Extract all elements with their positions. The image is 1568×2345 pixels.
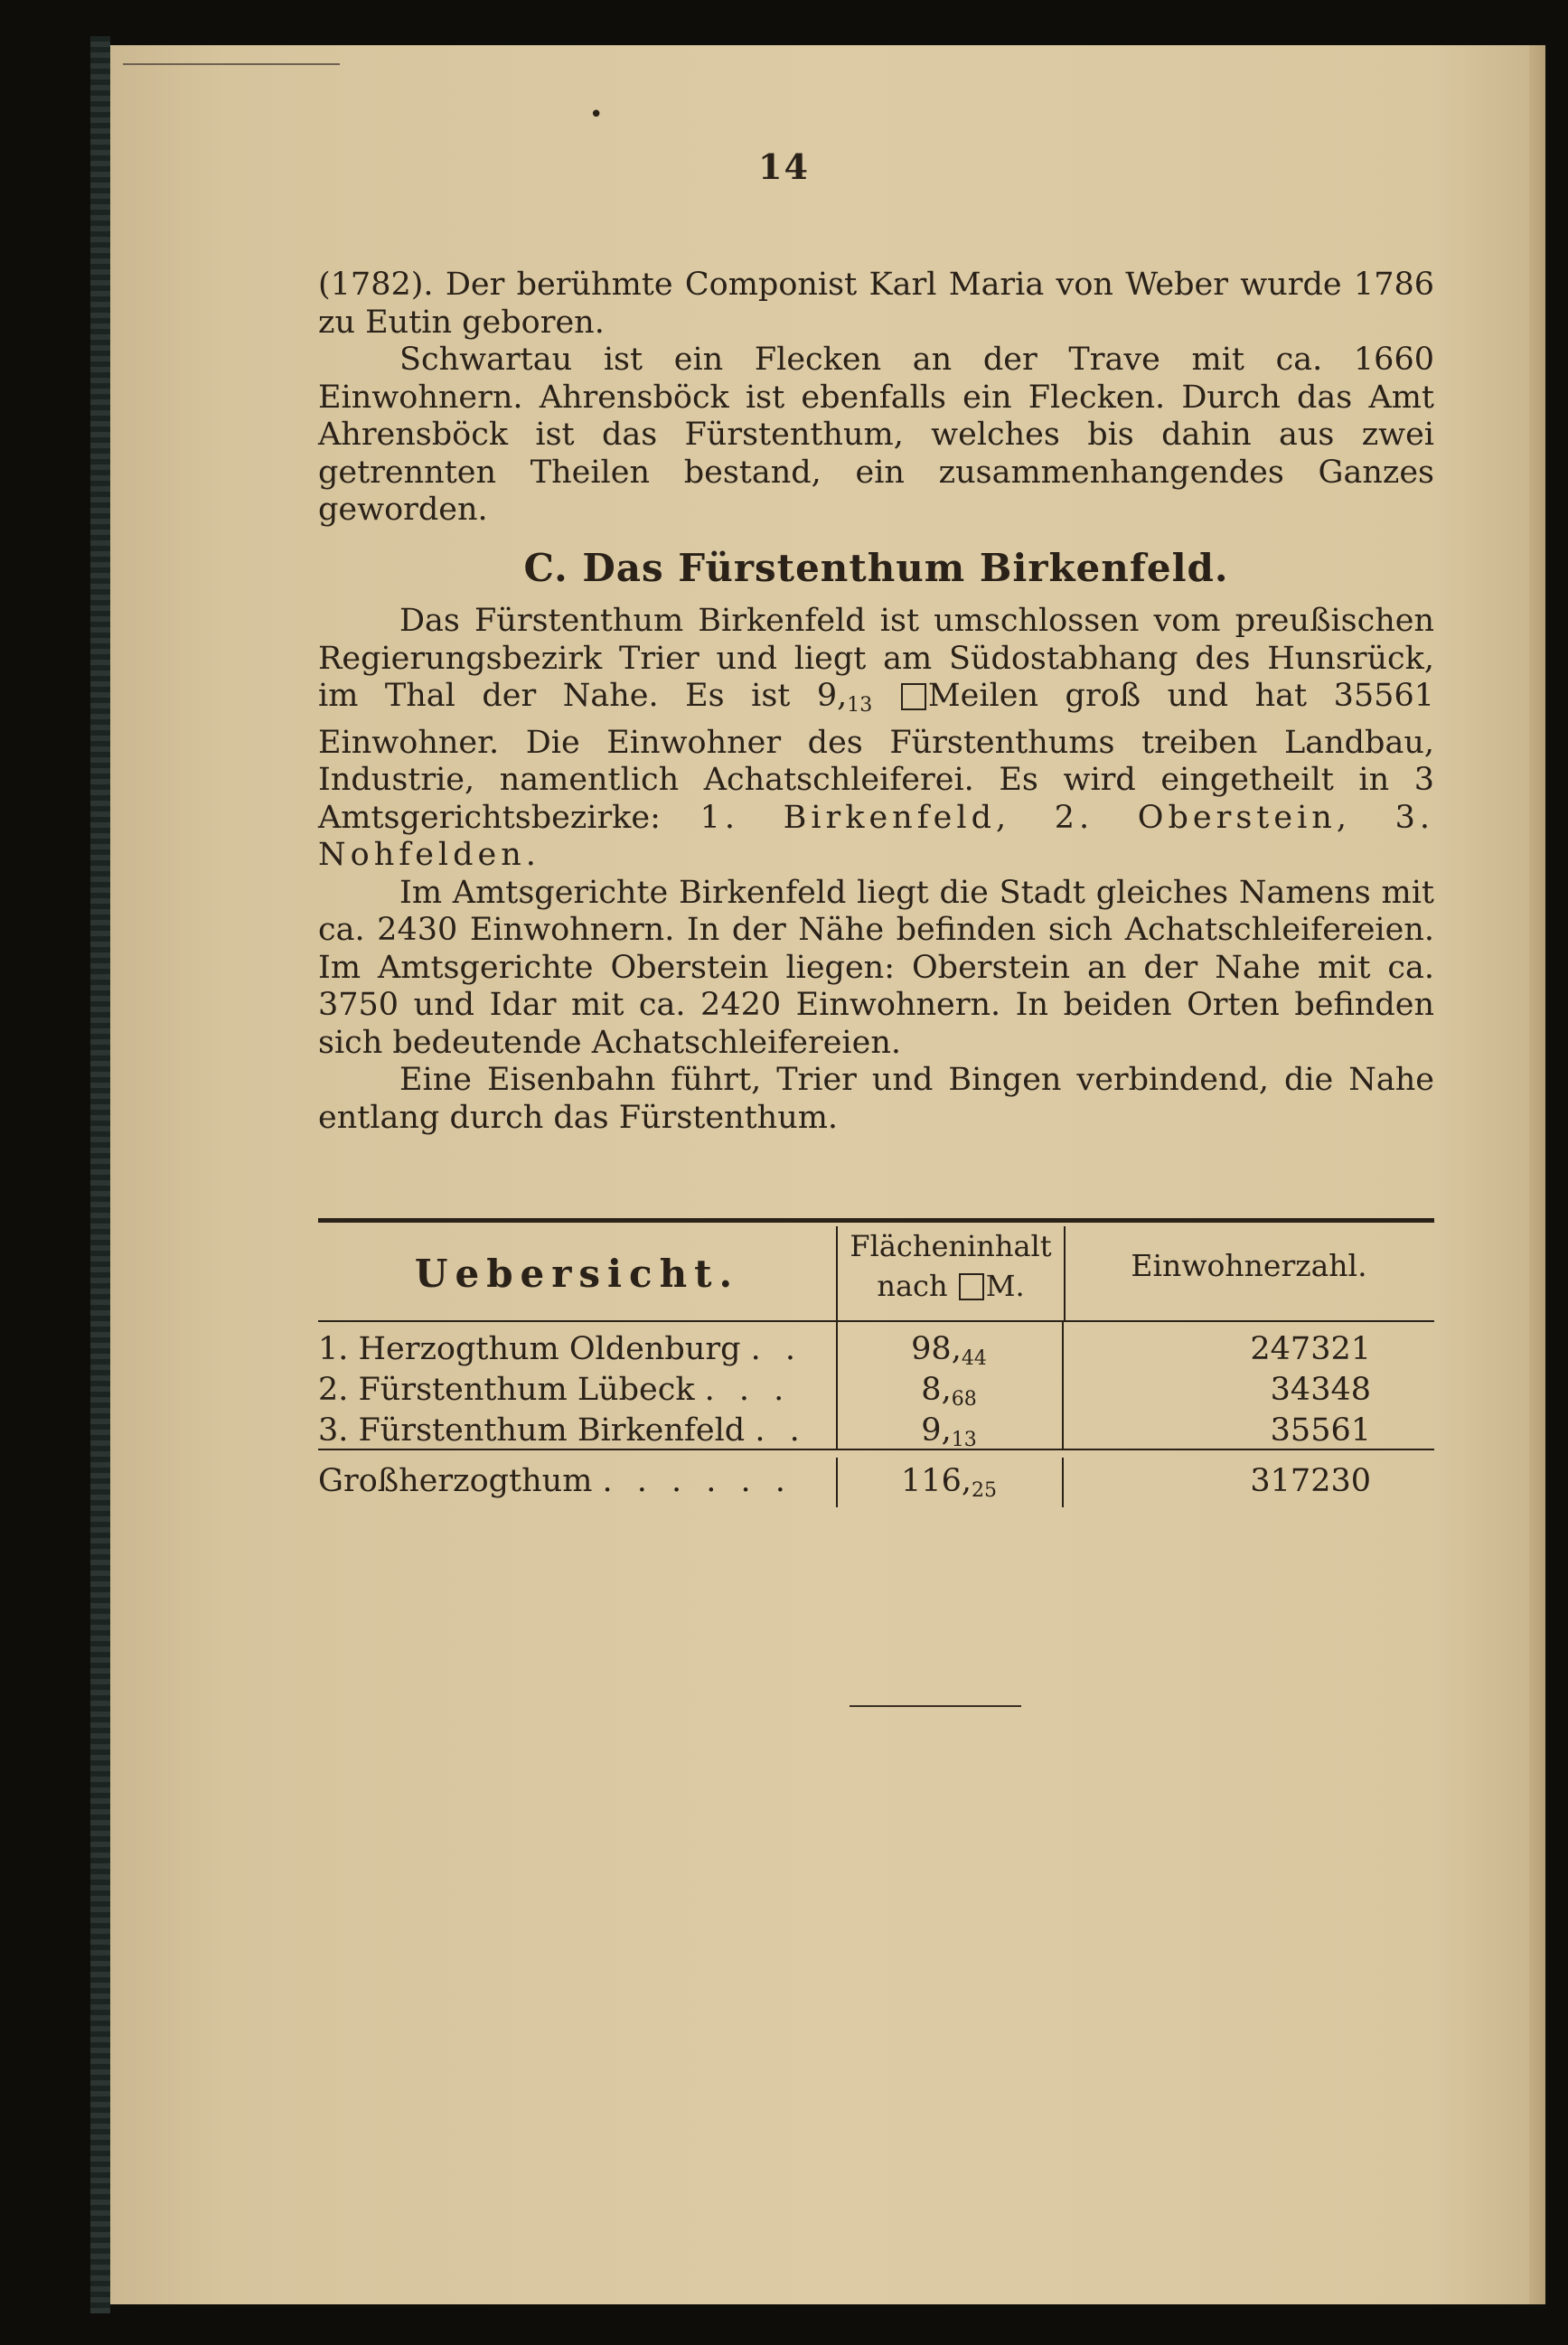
row-dots: . . [750,1331,803,1367]
ink-fleck: • [589,101,604,128]
page-number: 14 [758,146,810,187]
row-area [836,1372,1062,1411]
row-dots: . . . [704,1372,792,1408]
row-population: 35561 [1270,1412,1371,1449]
table-body [318,1322,1434,1449]
body-text [318,267,1434,1137]
header-area-unit: M. [985,1269,1025,1303]
row-label: 1. Herzogthum Oldenburg [318,1331,741,1367]
row-label: 3. Fürstenthum Birkenfeld [318,1412,746,1449]
row-name [318,1372,836,1408]
row-name [318,1412,836,1449]
table-footer [318,1450,1434,1514]
area-int: 98, [911,1331,962,1367]
total-name [318,1463,836,1499]
square-symbol-icon [959,1273,984,1300]
total-area [836,1463,1062,1502]
table-title: Uebersicht. [414,1252,740,1296]
row-area [836,1331,1062,1370]
paragraph-3-part-b: Meilen groß und hat 35561 Einwohner. Die Einwohner des Fürstenthums treiben Landbau, Industrie, namentlich Achatschleiferei. Es wird eingetheilt in 3 Amtsgerichtsbezirke: [318,678,1434,836]
row-name [318,1331,836,1367]
paragraph-3-list: 1. Birkenfeld, 2. Oberstein, 3. Nohfelden. [318,799,1434,873]
header-population: Einwohnerzahl. [1131,1248,1367,1283]
total-population: 317230 [1250,1463,1371,1499]
square-symbol-icon [901,683,926,710]
row-label: 2. Fürstenthum Lübeck [318,1372,695,1408]
table-row [318,1331,1434,1371]
top-rule [123,63,340,65]
page-edge [1529,45,1545,2304]
header-area [836,1226,1066,1320]
paragraph-3-subscript: 13 [847,694,873,717]
area-frac: 13 [951,1429,977,1451]
area-int: 8, [921,1372,952,1408]
table-header [318,1223,1434,1320]
area-int: 116, [901,1463,972,1499]
row-population: 34348 [1270,1372,1371,1408]
table-total-row [318,1463,1434,1503]
area-int: 9, [921,1412,952,1449]
area-frac: 44 [961,1347,987,1370]
end-rule [850,1705,1021,1707]
area-frac: 68 [951,1388,977,1411]
paragraph-1: (1782). Der berühmte Componist Karl Maria von Weber wurde 1786 zu Eutin geboren. [318,267,1434,341]
section-heading: C. Das Fürstenthum Birkenfeld. [523,545,1229,590]
total-label: Großherzogthum [318,1463,593,1499]
table-row [318,1412,1434,1452]
header-area-line1: Flächeninhalt [850,1229,1052,1263]
paragraph-4: Im Amtsgerichte Birkenfeld liegt die Stadt gleiches Namens mit ca. 2430 Einwohnern. In der Nähe befinden sich Achatschleifereien. Im Amtsgerichte Oberstein liegen: Oberstein an der Nahe mit ca. 3750 und Idar mit ca. 2420 Einwohnern. In beiden Orten befinden sich bedeutende Achatschleifereien. [318,874,1434,1061]
paragraph-2: Schwartau ist ein Flecken an der Trave mit ca. 1660 Einwohnern. Ahrensböck ist ebenfalls ein Flecken. Durch das Amt Ahrensböck ist das Fürstenthum, welches bis dahin aus zwei getrennten Theilen bestand, ein zusammenhangendes Ganzes geworden. [318,342,1434,528]
overview-table [318,1218,1434,1514]
row-area [836,1412,1062,1451]
paragraph-3-part-a: Das Fürstenthum Birkenfeld ist umschlossen vom preußischen Regierungsbezirk Trier und liegt am Südostabhang des Hunsrück, im Thal der Nahe. Es ist 9, [318,603,1434,714]
paragraph-5: Eine Eisenbahn führt, Trier und Bingen verbindend, die Nahe entlang durch das Fürstenthum. [318,1062,1434,1136]
header-area-line2 [838,1266,1064,1306]
row-population: 247321 [1250,1331,1371,1367]
book-spine [90,36,110,2313]
area-frac: 25 [971,1479,997,1502]
row-dots: . . [755,1412,807,1449]
table-row [318,1372,1434,1412]
header-area-nach: nach [877,1269,948,1303]
total-dots: . . . . . . [602,1463,793,1499]
paragraph-3 [318,603,1434,875]
